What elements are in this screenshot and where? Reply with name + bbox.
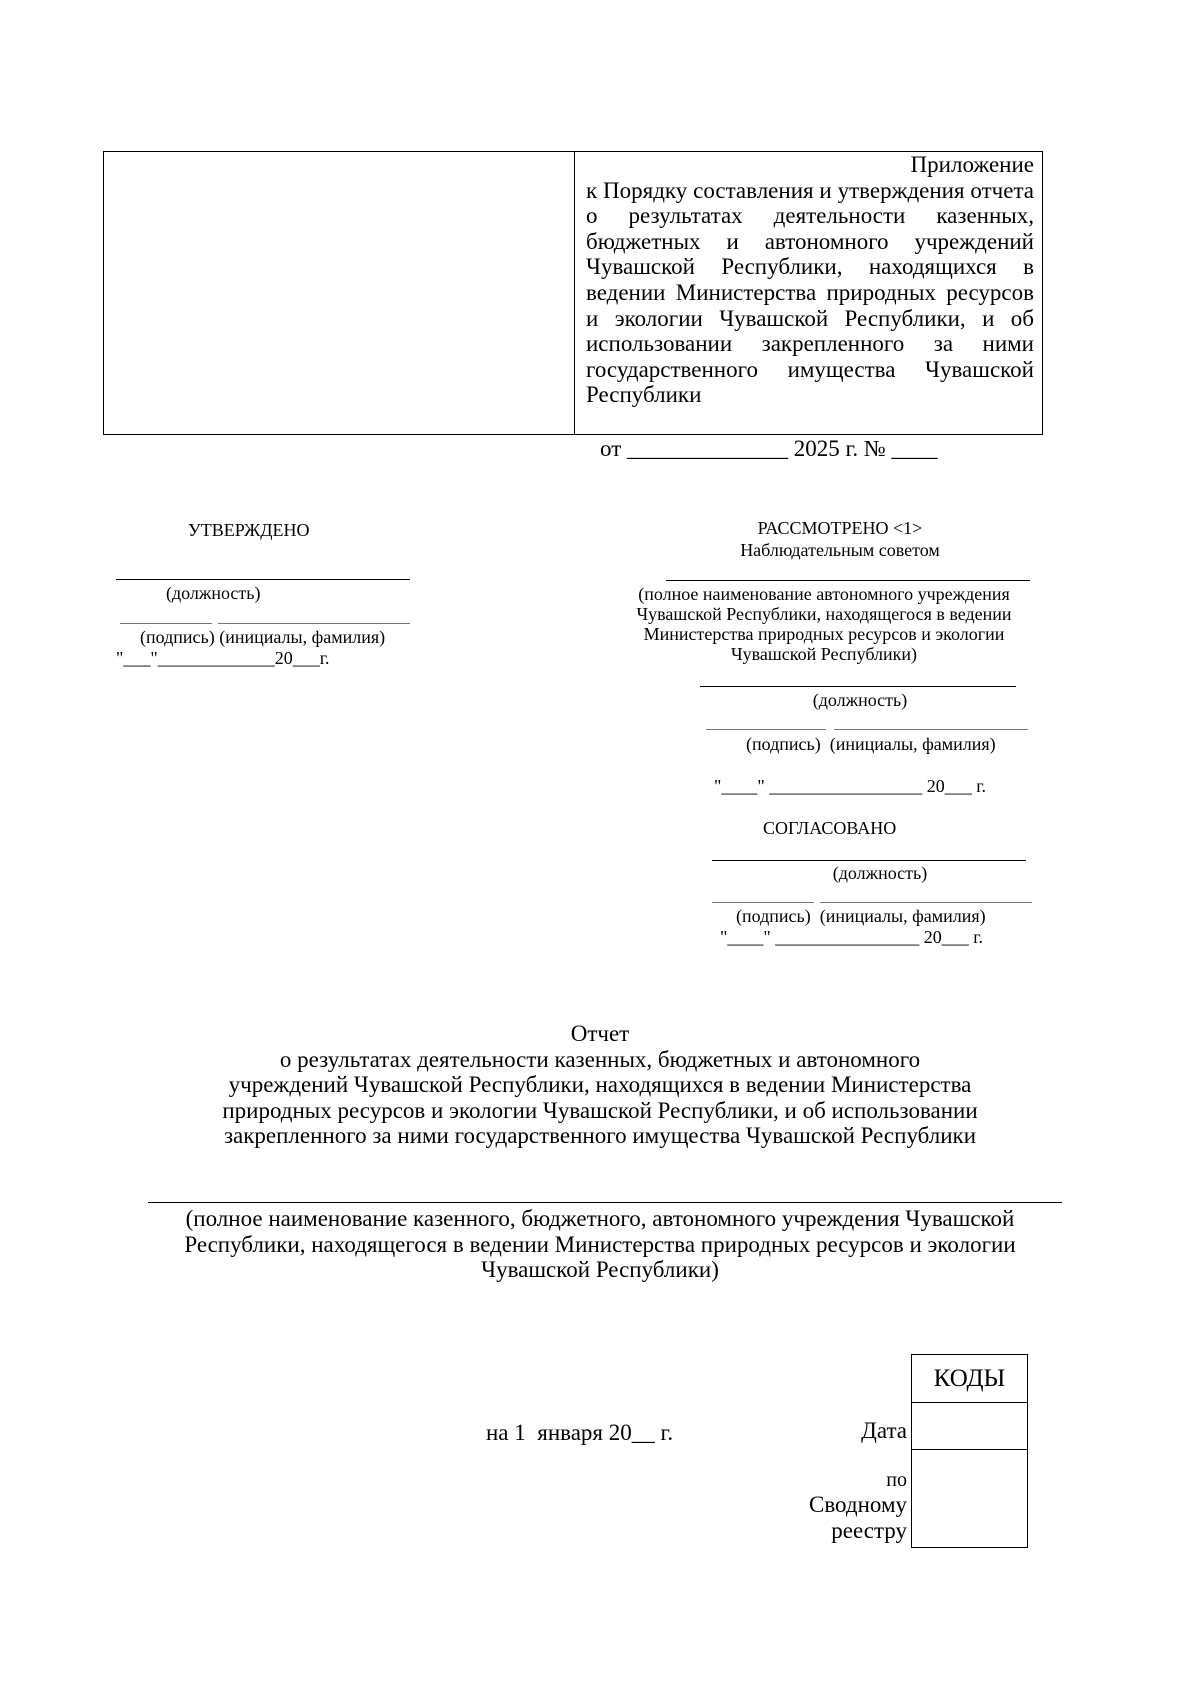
agreed-heading: СОГЛАСОВАНО [763, 818, 897, 838]
reviewed-signature-line [706, 729, 826, 730]
agreed-name-line [820, 902, 1032, 903]
agreed-signature-label: (подпись) (инициалы, фамилия) [736, 906, 986, 926]
agreed-position-label: (должность) [832, 863, 928, 883]
appendix-title: Приложение [910, 152, 1034, 177]
agreed-date-line: "____" ________________ 20___ г. [720, 927, 984, 947]
codes-date-label: Дата [861, 1418, 907, 1443]
report-org-line [148, 1202, 1062, 1203]
codes-registry-label-line2: Сводному [808, 1492, 907, 1517]
report-title-description: о результатах деятельности казенных, бюджетных и автономного учреждений Чувашской Республики, находящихся в ведении Министерства природных ресурсов и экологии Чувашской Республики, и об использовании закрепленного за ними государственного имущества Чувашской Республики [222, 1046, 978, 1149]
agreed-position-line [712, 860, 1026, 861]
approved-signature-line [120, 623, 212, 624]
appendix-box-divider [574, 151, 575, 435]
reviewed-signature-label: (подпись) (инициалы, фамилия) [746, 734, 996, 754]
report-as-of-date: на 1 января 20__ г. [486, 1420, 674, 1445]
reviewed-org-label: (полное наименование автономного учреждения Чувашской Республики, находящегося в ведении Министерства природных ресурсов и экологии Чувашской Республики) [636, 584, 1012, 664]
codes-header: КОДЫ [912, 1355, 1027, 1403]
appendix-body: к Порядку составления и утверждения отчета о результатах деятельности казенных, бюджетных и автономного учреждений Чувашской Республики, находящихся в ведении Министерства природных ресурсов и экологии Чувашской Республики, и об использовании закрепленного за ними государственного имущества Чувашской Республики [586, 177, 1034, 408]
reviewed-heading: РАССМОТРЕНО <1> [757, 518, 923, 538]
codes-registry-label-line3: реестру [831, 1518, 907, 1543]
reviewed-subheading: Наблюдательным советом [740, 540, 940, 560]
appendix-date-line: от ______________ 2025 г. № ____ [600, 436, 938, 461]
codes-table [911, 1354, 1028, 1548]
approved-position-label: (должность) [166, 583, 261, 603]
report-title: Отчет [570, 1021, 630, 1046]
agreed-signature-line [712, 902, 814, 903]
approved-name-line [218, 623, 410, 624]
reviewed-position-line [700, 686, 1016, 687]
reviewed-date-line: "____" _________________ 20___ г. [714, 776, 987, 796]
approved-signature-label: (подпись) (инициалы, фамилия) [140, 627, 386, 647]
report-org-label: (полное наименование казенного, бюджетного, автономного учреждения Чувашской Республики, находящегося в ведении Министерства природных ресурсов и экологии Чувашской Республики) [184, 1206, 1016, 1283]
reviewed-position-label: (должность) [812, 690, 908, 710]
approved-position-line [116, 579, 410, 580]
approved-date-line: "___"_____________20___г. [116, 648, 330, 668]
reviewed-name-line [834, 729, 1028, 730]
codes-registry-label-line1: по [886, 1469, 907, 1491]
approved-heading: УТВЕРЖДЕНО [188, 520, 310, 540]
appendix-text-block [586, 152, 1034, 408]
codes-date-cell[interactable] [912, 1403, 1027, 1450]
codes-registry-cell[interactable] [912, 1450, 1027, 1547]
report-title-block [180, 1021, 1020, 1149]
reviewed-org-line [666, 580, 1030, 581]
